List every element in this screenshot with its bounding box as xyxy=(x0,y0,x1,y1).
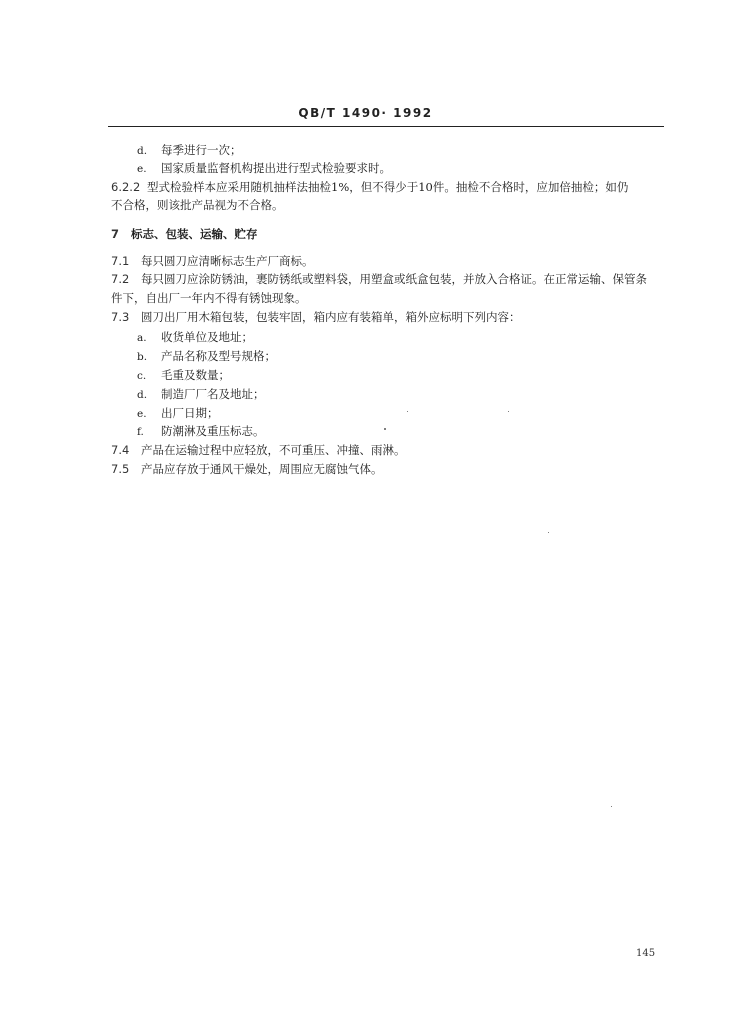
clause-number: 6.2.2 xyxy=(111,180,141,194)
clause-7-3 xyxy=(111,310,521,324)
list-item-label: e. xyxy=(137,163,147,175)
list-item-label: d. xyxy=(137,145,148,157)
list-item-label: e. xyxy=(137,408,147,420)
list-item-label: a. xyxy=(137,332,147,344)
page-number: 145 xyxy=(636,948,656,959)
clause-text-line: 件下，自出厂一年内不得有锈蚀现象。 xyxy=(111,291,307,305)
list-item-label: c. xyxy=(137,370,147,382)
list-item xyxy=(137,406,219,421)
list-item-text: 收货单位及地址； xyxy=(161,330,253,344)
section-heading xyxy=(111,227,258,241)
list-item-text: 毛重及数量； xyxy=(161,368,230,382)
list-item-text: 防潮淋及重压标志。 xyxy=(161,424,265,438)
list-item-text: 每季进行一次； xyxy=(161,143,242,157)
clause-number: 7.5 xyxy=(111,462,130,476)
scan-speck xyxy=(384,428,386,430)
section-number: 7 xyxy=(111,227,120,241)
standard-header: QB/T 1490· 1992 xyxy=(298,106,433,120)
clause-text: 产品应存放于通风干燥处，周围应无腐蚀气体。 xyxy=(141,462,383,476)
header-rule xyxy=(108,126,664,127)
list-item xyxy=(137,387,265,402)
clause-number: 7.3 xyxy=(111,310,130,324)
clause-text: 产品在运输过程中应轻放，不可重压、冲撞、雨淋。 xyxy=(141,443,406,457)
scan-speck xyxy=(508,411,509,412)
list-item-text: 出厂日期； xyxy=(161,406,219,420)
scan-speck xyxy=(548,532,549,533)
list-item xyxy=(137,143,242,158)
list-item xyxy=(137,424,265,439)
clause-text: 圆刀出厂用木箱包装，包装牢固，箱内应有装箱单，箱外应标明下列内容： xyxy=(141,310,521,324)
list-item xyxy=(137,349,276,364)
clause-7-4 xyxy=(111,443,406,457)
list-item-label: f. xyxy=(137,426,144,438)
clause-7-1 xyxy=(111,254,314,268)
list-item xyxy=(137,330,253,345)
clause-text-line: 不合格，则该批产品视为不合格。 xyxy=(111,198,284,212)
scan-speck xyxy=(611,806,612,807)
clause-6-2-2 xyxy=(111,180,628,194)
clause-6-2-2-continuation xyxy=(111,198,284,212)
clause-number: 7.1 xyxy=(111,254,130,268)
clause-7-2-continuation xyxy=(111,291,307,305)
clause-text: 每只圆刀应清晰标志生产厂商标。 xyxy=(141,254,314,268)
list-item-label: b. xyxy=(137,351,148,363)
list-item-text: 制造厂厂名及地址； xyxy=(161,387,265,401)
clause-7-5 xyxy=(111,462,383,476)
clause-7-2 xyxy=(111,272,647,286)
section-title: 标志、包装、运输、贮存 xyxy=(131,227,258,241)
list-item-text: 国家质量监督机构提出进行型式检验要求时。 xyxy=(161,161,391,175)
list-item xyxy=(137,161,391,176)
clause-text-line: 型式检验样本应采用随机抽样法抽检1%，但不得少于10件。抽检不合格时，应加倍抽检；如仍 xyxy=(147,180,629,194)
list-item xyxy=(137,368,230,383)
clause-number: 7.4 xyxy=(111,443,130,457)
clause-number: 7.2 xyxy=(111,272,130,286)
list-item-text: 产品名称及型号规格； xyxy=(161,349,276,363)
scan-speck xyxy=(407,411,408,412)
list-item-label: d. xyxy=(137,389,148,401)
clause-text-line: 每只圆刀应涂防锈油，裹防锈纸或塑料袋，用塑盒或纸盒包装，并放入合格证。在正常运输、保管条 xyxy=(141,272,647,286)
